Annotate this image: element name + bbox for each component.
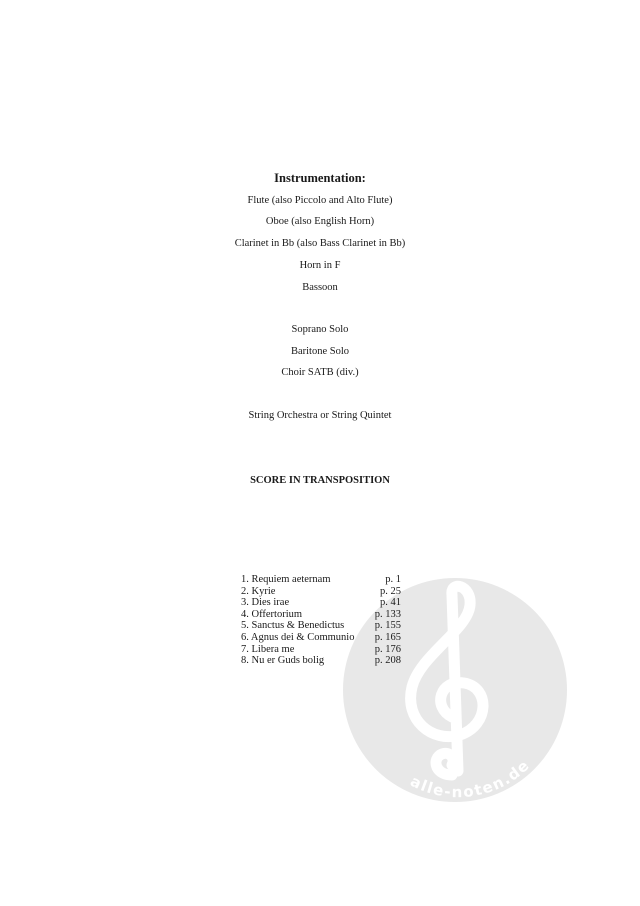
toc-title: 8. Nu er Guds bolig bbox=[241, 655, 325, 667]
score-in-transposition: SCORE IN TRANSPOSITION bbox=[250, 475, 390, 486]
toc-page: p. 165 bbox=[374, 631, 401, 643]
instrument-bassoon: Bassoon bbox=[302, 282, 338, 293]
voice-baritone: Baritone Solo bbox=[290, 346, 350, 357]
toc-title: 6. Agnus dei & Communio bbox=[241, 631, 355, 643]
toc-page: p. 176 bbox=[374, 643, 401, 655]
instrument-oboe: Oboe (also English Horn) bbox=[265, 216, 375, 227]
instrument-clarinet: Clarinet in Bb (also Bass Clarinet in Bb) bbox=[234, 238, 406, 249]
toc-title: 5. Sanctus & Benedictus bbox=[241, 620, 345, 632]
toc-row bbox=[241, 644, 401, 656]
toc-page: p. 25 bbox=[380, 585, 401, 597]
instrumentation-heading: Instrumentation: bbox=[274, 171, 366, 185]
instrument-horn: Horn in F bbox=[299, 260, 341, 271]
toc-title: 4. Offertorium bbox=[241, 608, 303, 620]
toc-row bbox=[241, 620, 401, 632]
voice-choir: Choir SATB (div.) bbox=[281, 367, 359, 378]
toc-row bbox=[241, 586, 401, 598]
toc-title: 3. Dies irae bbox=[241, 597, 290, 609]
toc-row bbox=[241, 597, 401, 609]
table-of-contents bbox=[241, 574, 401, 667]
toc-page: p. 208 bbox=[374, 655, 401, 667]
toc-title: 2. Kyrie bbox=[241, 585, 276, 597]
toc-row bbox=[241, 574, 401, 586]
watermark-text: alle-noten.de bbox=[407, 755, 534, 802]
toc-page: p. 155 bbox=[374, 620, 401, 632]
voice-soprano: Soprano Solo bbox=[291, 324, 349, 335]
toc-page: p. 1 bbox=[385, 574, 401, 585]
toc-title: 7. Libera me bbox=[241, 643, 295, 655]
toc-title: 1. Requiem aeternam bbox=[241, 574, 331, 585]
toc-page: p. 41 bbox=[380, 597, 401, 609]
instrument-flute: Flute (also Piccolo and Alto Flute) bbox=[247, 195, 393, 206]
toc-row bbox=[241, 655, 401, 667]
strings-line: String Orchestra or String Quintet bbox=[248, 410, 392, 421]
toc-row bbox=[241, 632, 401, 644]
toc-page: p. 133 bbox=[374, 608, 401, 620]
toc-row bbox=[241, 609, 401, 621]
